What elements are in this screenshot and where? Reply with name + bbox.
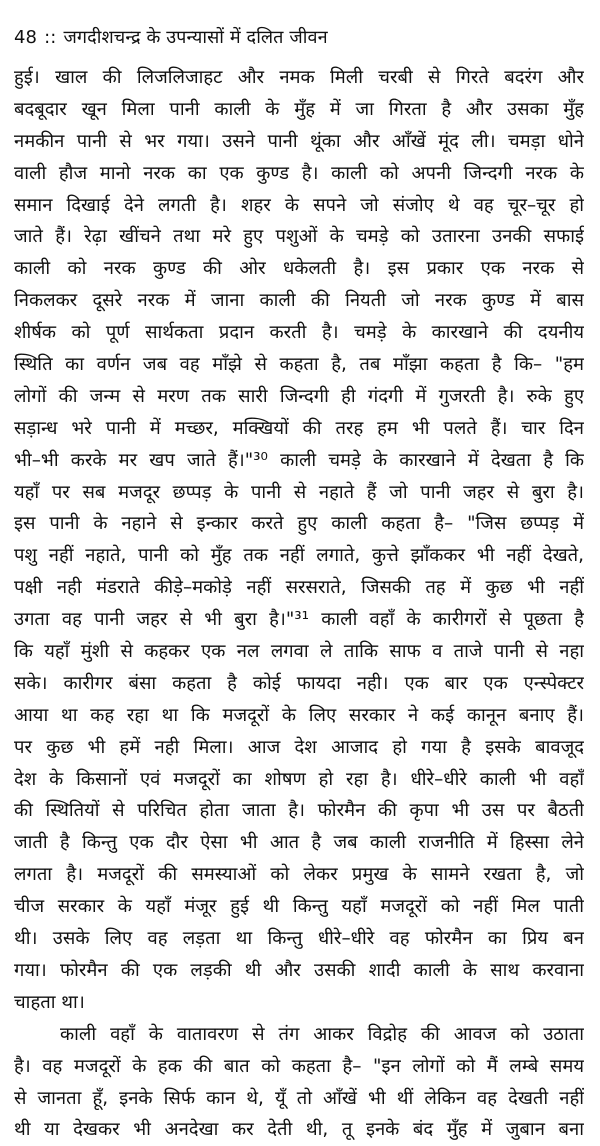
text-line: गया। फोरमैन की एक लड़की थी और उसकी शादी काली के साथ करवाना xyxy=(14,959,584,981)
text-line: जाती है किन्तु एक दौर ऐसा भी आत है जब काली राजनीति में हिस्सा लेने xyxy=(14,832,584,854)
text-line: निकलकर दूसरे नरक में जाना काली की नियती जो नरक कुण्ड में बास xyxy=(14,290,584,312)
text-line: की स्थितियों से परिचित होता जाता है। फोरमैन की कृपा भी उस पर बैठती xyxy=(14,800,584,822)
text-line: से जानता हूँ, इनके सिर्फ कान थे, यूँ तो आँखें भी थीं लेकिन वह देखती नहीं xyxy=(14,1087,584,1109)
text-line: स्थिति का वर्णन जब वह माँझे से कहता है, तब माँझा कहता है कि– "हम xyxy=(14,354,584,376)
text-line: थी। उसके लिए वह लड़ता था किन्तु धीरे–धीरे वह फोरमैन का प्रिय बन xyxy=(14,928,584,950)
page-number: 48 xyxy=(14,27,38,48)
text-line: सके। कारीगर बंसा कहता है कोई फायदा नही। एक बार एक एन्स्पेक्टर xyxy=(14,672,584,694)
text-line: लोगों की जन्म से मरण तक सारी जिन्दगी ही गंदगी में गुजरती है। रुके हुए xyxy=(14,385,584,407)
text-line: आया था कह रहा था कि मजदूरों के लिए सरकार ने कई कानून बनाए हैं। xyxy=(14,704,584,726)
body-text xyxy=(14,62,584,1146)
header-separator: :: xyxy=(44,27,57,48)
text-line: पशु नहीं नहाते, पानी को मुँह तक नहीं लगाते, कुत्ते झाँककर भी नहीं देखते, xyxy=(14,545,584,567)
text-line: इस पानी के नहाने से इन्कार करते हुए काली कहता है– "जिस छप्पड़ में xyxy=(14,513,584,535)
text-line: भी–भी करके मर खप जाते हैं।"³⁰ काली चमड़े के कारखाने में देखता है कि xyxy=(14,449,584,471)
header-rule xyxy=(14,55,580,56)
text-line: हुई। खाल की लिजलिजाहट और नमक मिली चरबी से गिरते बदरंग और xyxy=(14,67,584,88)
text-line: समान दिखाई देने लगती है। शहर के सपने जो संजोए थे वह चूर–चूर हो xyxy=(14,194,584,216)
text-line: पक्षी नही मंडराते कीड़े–मकोड़े नहीं सरसराते, जिसकी तह में कुछ भी नहीं xyxy=(14,577,584,599)
text-line: काली को नरक कुण्ड की ओर धकेलती है। इस प्रकार एक नरक से xyxy=(14,258,584,280)
paragraph-start-line: काली वहाँ के वातावरण से तंग आकर विद्रोह की आवज को उठाता xyxy=(60,1023,584,1045)
text-line: चीज सरकार के यहाँ मंजूर हुई थी किन्तु यहाँ मजदूरों को नहीं मिल पाती xyxy=(14,896,584,918)
text-line: कि यहाँ मुंशी से कहकर एक नल लगवा ले ताकि साफ व ताजे पानी से नहा xyxy=(14,641,584,663)
text-line: वाली हौज मानो नरक का एक कुण्ड है। काली को अपनी जिन्दगी नरक के xyxy=(14,162,584,184)
text-line: लगता है। मजदूरों की समस्याओं को लेकर प्रमुख के सामने रखता है, जो xyxy=(14,864,584,886)
text-line: शीर्षक को पूर्ण सार्थकता प्रदान करती है। चमड़े के कारखाने की दयनीय xyxy=(14,322,584,344)
text-line: जाते हैं। रेढ़ा खींचने तथा मरे हुए पशुओं के चमड़े को उतारना उनकी सफाई xyxy=(14,226,584,248)
running-header xyxy=(14,25,328,51)
text-line: सड़ान्ध भरे पानी में मच्छर, मक्खियों की तरह हम भी पलते हैं। चार दिन xyxy=(14,417,584,439)
book-title: जगदीशचन्द्र के उपन्यासों में दलित जीवन xyxy=(63,27,328,48)
text-line: देश के किसानों एवं मजदूरों का शोषण हो रहा है। धीरे–धीरे काली भी वहाँ xyxy=(14,768,584,790)
text-line: पर कुछ भी हमें नही मिला। आज देश आजाद हो गया है इसके बावजूद xyxy=(14,736,584,758)
text-line: है। वह मजदूरों के हक की बात को कहता है– "इन लोगों को मैं लम्बे समय xyxy=(14,1055,584,1077)
text-line: बदबूदार खून मिला पानी काली के मुँह में जा गिरता है और उसका मुँह xyxy=(14,98,584,120)
text-line: उगता वह पानी जहर से भी बुरा है।"³¹ काली वहाँ के कारीगरों से पूछता है xyxy=(14,609,584,631)
text-line: थी या देखकर भी अनदेखा कर देती थी, तू इनके बंद मुँह में जुबान बना xyxy=(14,1119,584,1141)
paragraph-end-line: चाहता था। xyxy=(14,991,85,1013)
text-line: नमकीन पानी से भर गया। उसने पानी थूंका और आँखें मूंद ली। चमड़ा धोने xyxy=(14,130,584,152)
text-line: यहाँ पर सब मजदूर छप्पड़ के पानी से नहाते हैं जो पानी जहर से बुरा है। xyxy=(14,481,584,503)
